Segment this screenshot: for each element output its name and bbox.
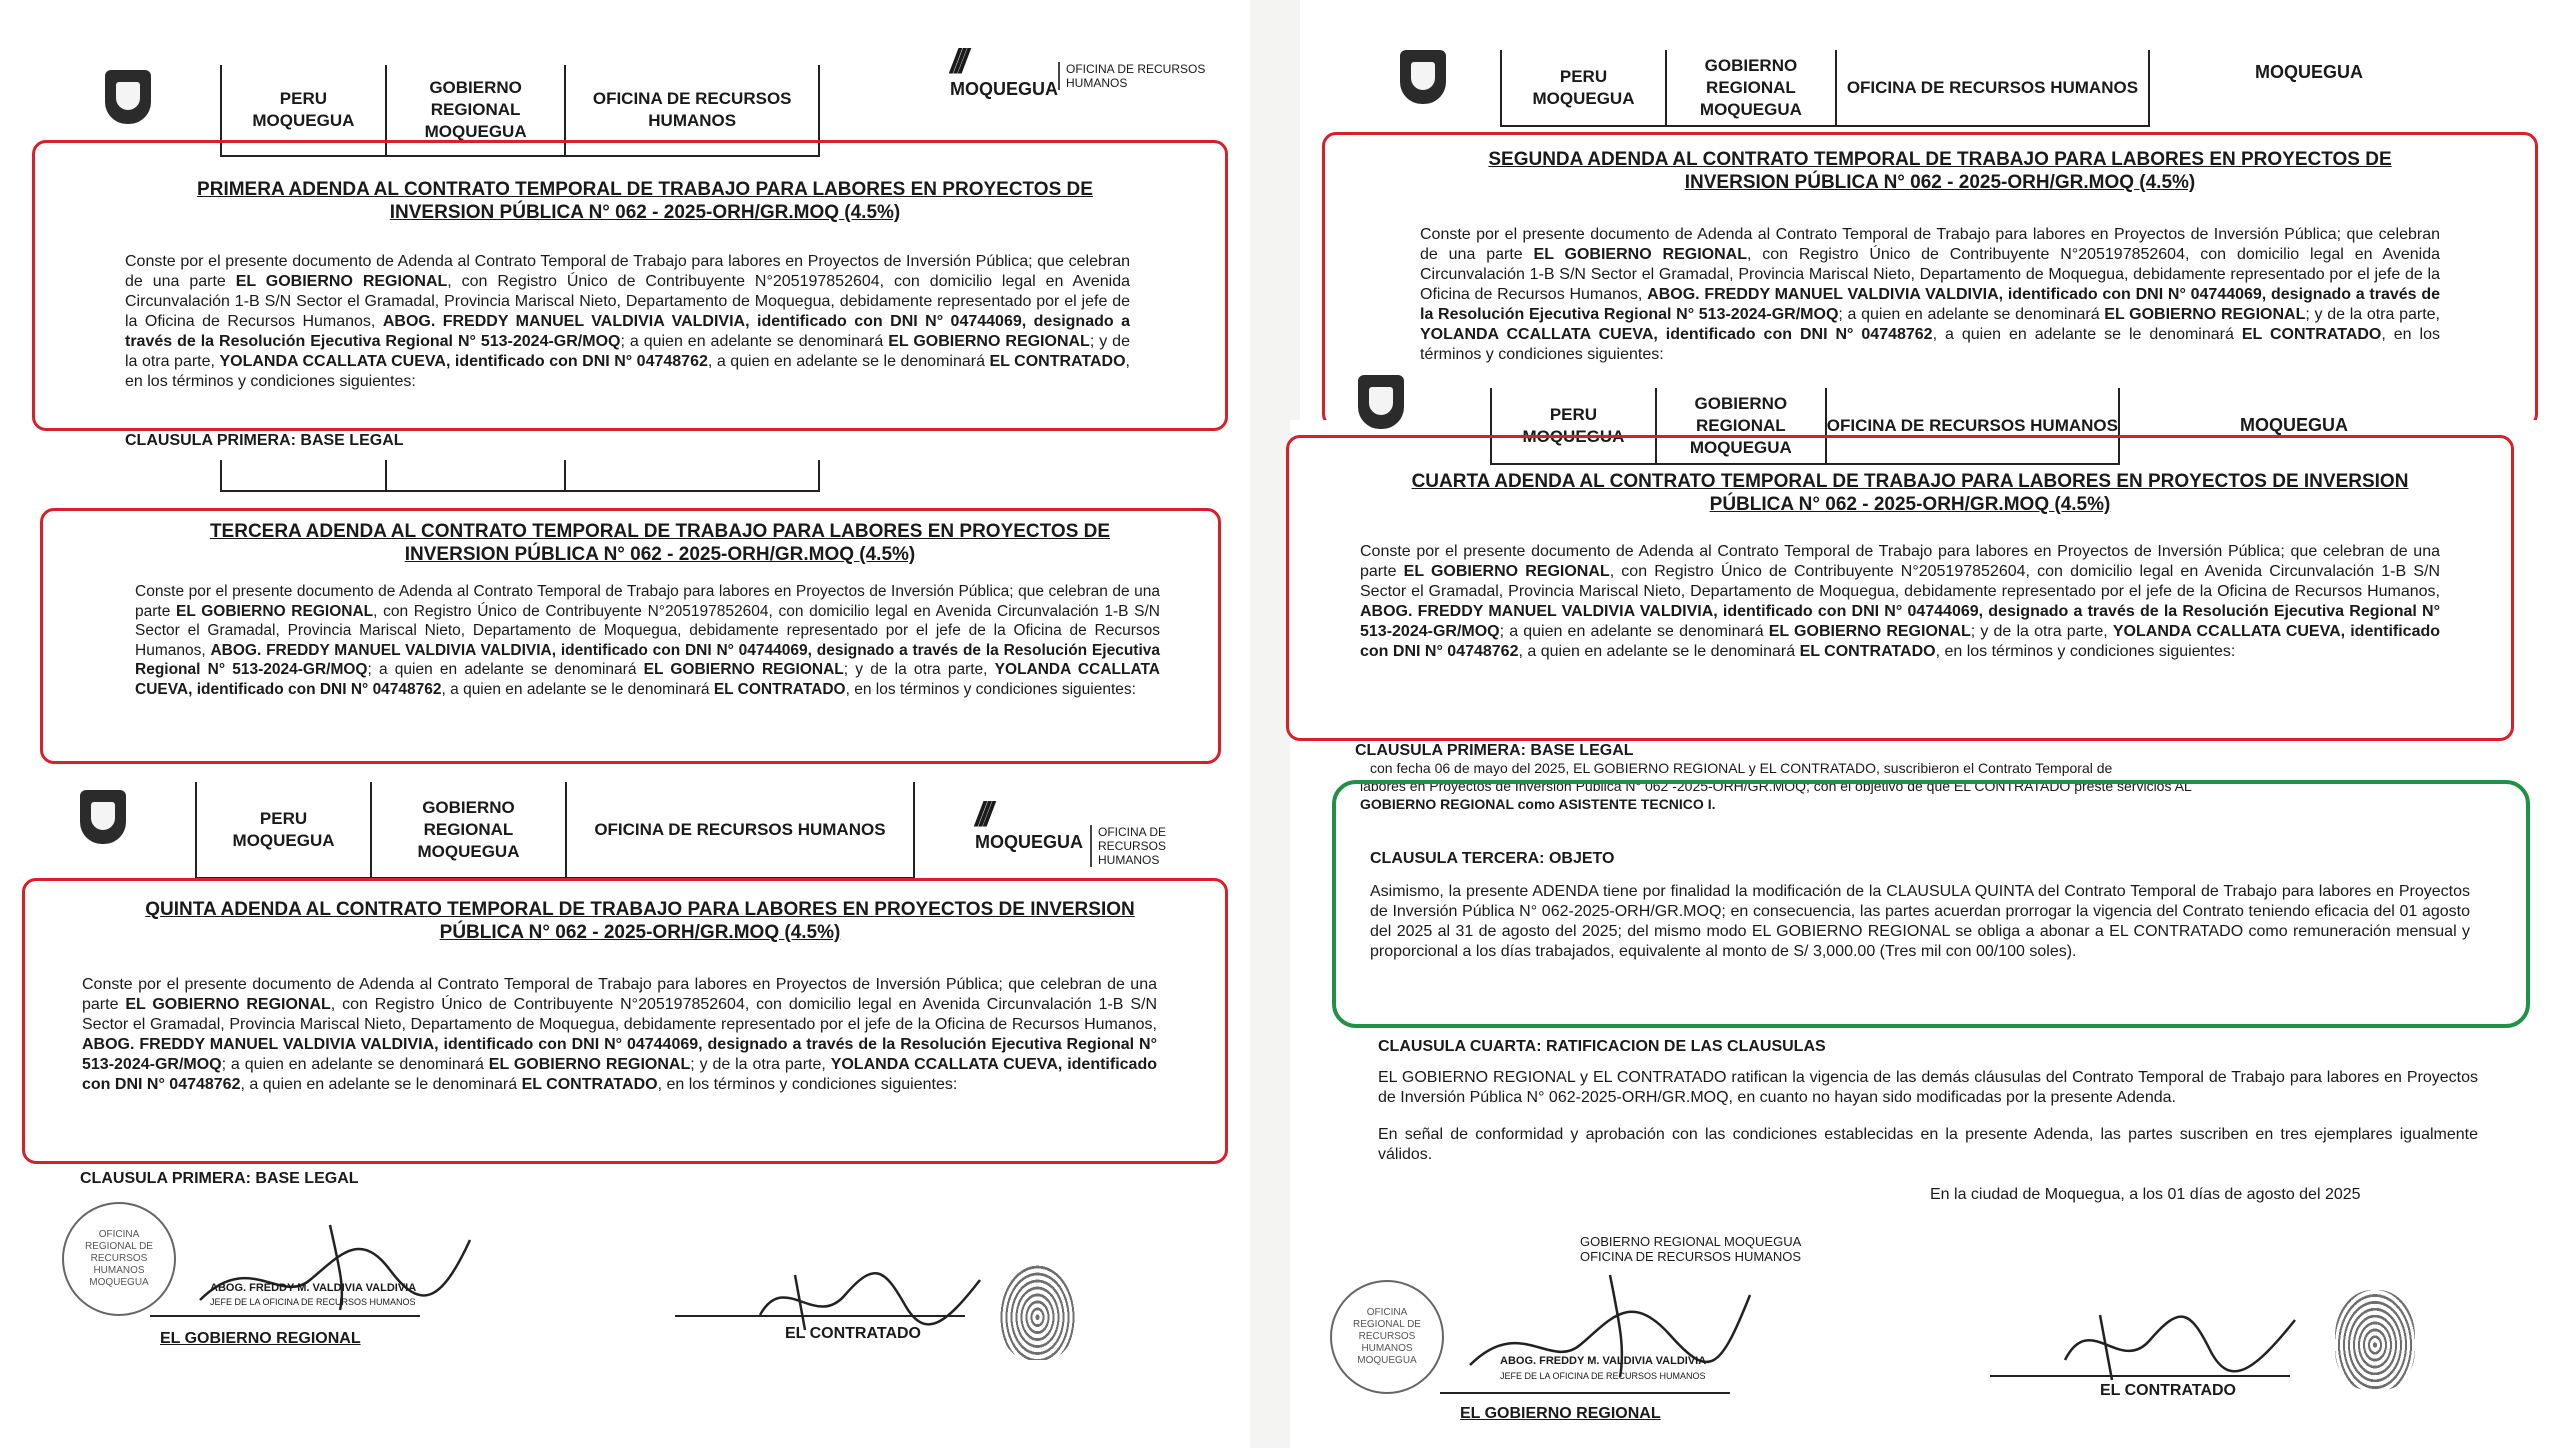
header-gobierno-text: GOBIERNO REGIONAL MOQUEGUA xyxy=(424,78,527,141)
signer-role: JEFE DE LA OFICINA DE RECURSOS HUMANOS xyxy=(210,1297,416,1307)
signature-label-contr: EL CONTRATADO xyxy=(2100,1382,2236,1399)
moquegua-logo xyxy=(2255,62,2363,83)
body-text-2: , con Registro Único de Contribuyente N°205197852604, con domicilio legal en Avenida Circunvalación 1-B S/N Sector el Gramadal, Provincia Mariscal Nieto, Departamento de Moquegua, debidamente representado por el jefe de la Oficina de Recursos Humanos, xyxy=(82,996,1158,1033)
body-text-3: ; a quien en adelante se denominará xyxy=(367,661,644,678)
body-text-6: , en los términos y condiciones siguientes: xyxy=(1935,643,2236,660)
clause-segunda-line3: GOBIERNO REGIONAL como ASISTENTE TECNICO I. xyxy=(1360,796,1716,812)
header-cell-gobierno xyxy=(385,460,565,490)
body-text-3: ; a quien en adelante se denominará xyxy=(620,333,889,350)
body-text-2: , con Registro Único de Contribuyente N°205197852604, con domicilio legal en Avenida Circunvalación 1-B S/N Sector el Gramadal, Provincia Mariscal Nieto, Departamento de Moquegua, debidamente representado por el jefe de la Oficina de Recursos Humanos, xyxy=(125,273,1130,330)
body-gob: EL GOBIERNO REGIONAL xyxy=(1533,246,1747,263)
body-text-1: Conste por el presente documento de Adenda al Contrato Temporal de Trabajo para labores en Proyectos de Inversión Pública; que celebran de una parte xyxy=(125,253,1130,290)
header-cell-peru xyxy=(195,782,370,877)
peru-coat-of-arms-icon xyxy=(1400,50,1446,104)
body-text-5: , a quien en adelante se le denominará xyxy=(1932,326,2242,343)
header-cell-oficina xyxy=(565,782,915,877)
logo-text: MOQUEGUA xyxy=(950,79,1058,99)
signer-name: ABOG. FREDDY M. VALDIVIA VALDIVIA xyxy=(1500,1355,1707,1367)
signer-role: JEFE DE LA OFICINA DE RECURSOS HUMANOS xyxy=(1500,1371,1706,1381)
body-rep: ABOG. FREDDY MANUEL VALDIVIA VALDIVIA, identificado con DNI N° 04744069, designado a través de la Resolución Ejecutiva Regional N° 513-2024-GR/MOQ xyxy=(1360,603,2440,640)
header-peru-text: PERU MOQUEGUA xyxy=(1532,66,1635,108)
signer-name: ABOG. FREDDY M. VALDIVIA VALDIVIA xyxy=(210,1282,417,1294)
logo-text: MOQUEGUA xyxy=(2255,62,2363,82)
addendum-tercera xyxy=(0,470,1250,770)
stamp-text: OFICINA REGIONAL DE RECURSOS HUMANOS MOQUEGUA xyxy=(85,1229,153,1288)
body-contr: YOLANDA CCALLATA CUEVA, identificado con DNI N° 04748762 xyxy=(82,1056,1157,1093)
addendum-body xyxy=(1360,542,2440,662)
header-cell-oficina xyxy=(1835,50,2150,125)
peru-coat-of-arms-icon xyxy=(1358,375,1404,429)
signature-label-contr: EL CONTRATADO xyxy=(785,1325,921,1342)
addendum-title: CUARTA ADENDA AL CONTRATO TEMPORAL DE TRABAJO PARA LABORES EN PROYECTOS DE INVERSION PÚBLICA N° 062 - 2025-ORH/GR.MOQ (4.5%) xyxy=(1411,471,2409,515)
body-gob2: EL GOBIERNO REGIONAL xyxy=(488,1056,691,1073)
addendum-title: QUINTA ADENDA AL CONTRATO TEMPORAL DE TRABAJO PARA LABORES EN PROYECTOS DE INVERSION PÚBLICA N° 062 - 2025-ORH/GR.MOQ (4.5%) xyxy=(145,899,1135,943)
clause-primera: CLAUSULA PRIMERA: BASE LEGAL xyxy=(1355,742,1634,759)
body-text-5: , a quien en adelante se le denominará xyxy=(441,680,714,698)
body-text-4: ; y de la otra parte, xyxy=(2305,306,2441,323)
addendum-body xyxy=(82,975,1157,1095)
body-text-6: , en los términos y condiciones siguientes: xyxy=(1420,326,2441,363)
document-header xyxy=(220,460,820,492)
clause-segunda-line2: labores en Proyectos de Inversión Pública N° 062 -2025-ORH/GR.MOQ; con el objetivo de que EL CONTRATADO preste servicios AL xyxy=(1360,778,2192,794)
logo-text: MOQUEGUA xyxy=(975,832,1083,852)
document-header xyxy=(1500,50,2150,127)
city-date: En la ciudad de Moquegua, a los 01 días de agosto del 2025 xyxy=(1930,1186,2361,1203)
header-oficina-text: OFICINA DE RECURSOS HUMANOS xyxy=(1846,77,2139,97)
body-gob2: EL GOBIERNO REGIONAL xyxy=(643,661,844,678)
official-stamp xyxy=(1330,1280,1444,1394)
addendum-title: SEGUNDA ADENDA AL CONTRATO TEMPORAL DE TRABAJO PARA LABORES EN PROYECTOS DE INVERSION PÚBLICA N° 062 - 2025-ORH/GR.MOQ (4.5%) xyxy=(1488,149,2392,193)
stamp-text: OFICINA REGIONAL DE RECURSOS HUMANOS MOQUEGUA xyxy=(1353,1307,1421,1366)
moquegua-logo xyxy=(2240,415,2348,436)
addendum-primera xyxy=(0,0,1250,470)
seal-header-1: GOBIERNO REGIONAL MOQUEGUA xyxy=(1580,1234,1802,1249)
body-text-2: , con Registro Único de Contribuyente N°205197852604, con domicilio legal en Avenida Circunvalación 1-B S/N Sector el Gramadal, Provincia Mariscal Nieto, Departamento de Moquegua, debidamente representado por el jefe de la Oficina de Recursos Humanos, xyxy=(135,602,1161,659)
header-cell-gobierno xyxy=(1665,50,1835,125)
body-rep: ABOG. FREDDY MANUEL VALDIVIA VALDIVIA, identificado con DNI N° 04744069, designado a través de la Resolución Ejecutiva Regional N° 513-2024-GR/MOQ xyxy=(1420,286,2441,323)
body-text-3: ; a quien en adelante se denominará xyxy=(1499,623,1769,640)
body-text-5: , a quien en adelante se le denominará xyxy=(707,353,990,370)
moquegua-logo-icon: /// xyxy=(950,43,964,81)
body-text-6: , en los términos y condiciones siguientes: xyxy=(125,353,1130,390)
fingerprint-icon xyxy=(1000,1265,1075,1360)
addendum-segunda xyxy=(1300,0,2560,420)
body-contr2: EL CONTRATADO xyxy=(713,680,846,698)
body-rep: ABOG. FREDDY MANUEL VALDIVIA VALDIVIA, identificado con DNI N° 04744069, designado a través de la Resolución Ejecutiva Regional N° 513-2024-GR/MOQ xyxy=(82,1036,1157,1073)
body-text-4: ; y de la otra parte, xyxy=(125,333,1130,370)
body-contr: YOLANDA CCALLATA CUEVA, identificado con DNI N° 04748762 xyxy=(219,353,708,370)
clause-tercera-text: Asimismo, la presente ADENDA tiene por finalidad la modificación de la CLAUSULA QUINTA del Contrato Temporal de Trabajo para labores en Proyectos de Inversión Pública N° 062-2025-ORH/GR.MOQ; en consecuencia, las partes acuerdan prorrogar la vigencia del Contrato teniendo eficacia del 01 agosto del 2025 al 31 de agosto del 2025; del mismo modo EL GOBIERNO REGIONAL se obliga a abonar a EL CONTRATADO como remuneración mensual y proporcional a los días trabajados, equivalente al monto de S/ 3,000.00 (Tres mil con 00/100 soles). xyxy=(1370,883,2470,960)
addendum-body xyxy=(135,582,1160,699)
signature-line xyxy=(675,1315,965,1317)
body-text-4: ; y de la otra parte, xyxy=(690,1056,831,1073)
body-text-5: , a quien en adelante se le denominará xyxy=(240,1076,522,1093)
addendum-title: PRIMERA ADENDA AL CONTRATO TEMPORAL DE TRABAJO PARA LABORES EN PROYECTOS DE INVERSION PÚBLICA N° 062 - 2025-ORH/GR.MOQ (4.5%) xyxy=(197,179,1093,223)
office-label: OFICINA DE RECURSOS HUMANOS xyxy=(1090,825,1198,867)
header-oficina-text: OFICINA DE RECURSOS HUMANOS xyxy=(592,89,792,130)
seal-header-2: OFICINA DE RECURSOS HUMANOS xyxy=(1580,1249,1802,1264)
header-cell-oficina xyxy=(564,460,820,490)
signature-label-gob: EL GOBIERNO REGIONAL xyxy=(1460,1405,1661,1422)
fingerprint-icon xyxy=(2335,1290,2415,1390)
body-contr2: EL CONTRATADO xyxy=(2241,326,2382,343)
body-gob: EL GOBIERNO REGIONAL xyxy=(1403,563,1610,580)
header-peru-text: PERU MOQUEGUA xyxy=(232,808,335,850)
header-gobierno-text: GOBIERNO REGIONAL MOQUEGUA xyxy=(1699,55,1802,119)
moquegua-logo xyxy=(975,798,1083,853)
body-text-2: , con Registro Único de Contribuyente N°205197852604, con domicilio legal en Avenida Circunvalación 1-B S/N Sector el Gramadal, Provincia Mariscal Nieto, Departamento de Moquegua, debidamente representado por el jefe de la Oficina de Recursos Humanos, xyxy=(1360,563,2441,600)
body-text-4: ; y de la otra parte, xyxy=(1970,623,2113,640)
body-text-6: , en los términos y condiciones siguientes: xyxy=(657,1076,958,1093)
header-cell-peru xyxy=(220,460,385,490)
signature-label-gob: EL GOBIERNO REGIONAL xyxy=(160,1330,361,1347)
header-gobierno-text: GOBIERNO REGIONAL MOQUEGUA xyxy=(417,797,520,861)
body-text-1: Conste por el presente documento de Adenda al Contrato Temporal de Trabajo para labores en Proyectos de Inversión Pública; que celebran de una parte xyxy=(1360,543,2440,580)
official-stamp xyxy=(62,1202,176,1316)
logo-text: MOQUEGUA xyxy=(2240,415,2348,435)
body-gob: EL GOBIERNO REGIONAL xyxy=(176,602,374,620)
header-cell-peru xyxy=(1500,50,1665,125)
body-contr: YOLANDA CCALLATA CUEVA, identificado con DNI N° 04748762 xyxy=(1360,623,2441,660)
moquegua-logo xyxy=(950,45,1058,100)
addendum-cuarta xyxy=(1290,393,2560,1448)
body-contr2: EL CONTRATADO xyxy=(1799,643,1936,660)
header-oficina-text: OFICINA DE RECURSOS HUMANOS xyxy=(1826,415,2118,435)
moquegua-logo-icon: /// xyxy=(975,796,989,834)
body-contr: YOLANDA CCALLATA CUEVA, identificado con DNI N° 04748762 xyxy=(1420,326,1933,343)
clause-primera: CLAUSULA PRIMERA: BASE LEGAL xyxy=(80,1170,359,1187)
office-label: OFICINA DE RECURSOS HUMANOS xyxy=(1058,62,1206,90)
signature-line xyxy=(1990,1375,2290,1377)
document-header xyxy=(195,782,915,879)
clause-primera: CLAUSULA PRIMERA: BASE LEGAL xyxy=(125,432,404,449)
addendum-body xyxy=(125,252,1130,392)
body-text-1: Conste por el presente documento de Adenda al Contrato Temporal de Trabajo para labores en Proyectos de Inversión Pública; que celebran de una parte xyxy=(135,583,1160,620)
header-cell-gobierno xyxy=(370,782,565,877)
addendum-body xyxy=(1420,225,2440,365)
clause-segunda-line1: con fecha 06 de mayo del 2025, EL GOBIERNO REGIONAL y EL CONTRATADO, suscribieron el Contrato Temporal de xyxy=(1370,760,2113,776)
clause-tercera-title: CLAUSULA TERCERA: OBJETO xyxy=(1370,850,1615,867)
body-contr2: EL CONTRATADO xyxy=(989,353,1126,370)
body-text-3: ; a quien en adelante se denominará xyxy=(221,1056,489,1073)
addendum-title: TERCERA ADENDA AL CONTRATO TEMPORAL DE TRABAJO PARA LABORES EN PROYECTOS DE INVERSION PÚBLICA N° 062 - 2025-ORH/GR.MOQ (4.5%) xyxy=(209,521,1111,565)
body-rep: ABOG. FREDDY MANUEL VALDIVIA VALDIVIA, identificado con DNI N° 04744069, designado a través de la Resolución Ejecutiva Regional N° 513-2024-GR/MOQ xyxy=(135,641,1160,678)
body-gob2: EL GOBIERNO REGIONAL xyxy=(888,333,1090,350)
body-text-1: Conste por el presente documento de Adenda al Contrato Temporal de Trabajo para labores en Proyectos de Inversión Pública; que celebran de una parte xyxy=(82,976,1157,1013)
body-text-3: ; a quien en adelante se denominará xyxy=(1838,306,2105,323)
body-text-2: , con Registro Único de Contribuyente N°205197852604, con domicilio legal en Avenida Circunvalación 1-B S/N Sector el Gramadal, Provincia Mariscal Nieto, Departamento de Moquegua, debidamente representado por el jefe de la Oficina de Recursos Humanos, xyxy=(1420,246,2440,303)
peru-coat-of-arms-icon xyxy=(80,790,126,844)
addendum-quinta xyxy=(0,770,1250,1448)
header-peru-text: PERU MOQUEGUA xyxy=(1522,404,1625,446)
body-contr: YOLANDA CCALLATA CUEVA, identificado con DNI N° 04748762 xyxy=(135,661,1161,698)
body-text-4: ; y de la otra parte, xyxy=(843,661,995,678)
clause-cuarta-title: CLAUSULA CUARTA: RATIFICACION DE LAS CLAUSULAS xyxy=(1378,1038,1826,1055)
body-gob: EL GOBIERNO REGIONAL xyxy=(125,996,331,1013)
body-rep: ABOG. FREDDY MANUEL VALDIVIA VALDIVIA, identificado con DNI N° 04744069, designado a través de la Resolución Ejecutiva Regional N° 513-2024-GR/MOQ xyxy=(125,313,1131,350)
body-text-5: , a quien en adelante se le denominará xyxy=(1518,643,1800,660)
body-text-1: Conste por el presente documento de Adenda al Contrato Temporal de Trabajo para labores en Proyectos de Inversión Pública; que celebran de una parte xyxy=(1420,226,2440,263)
body-contr2: EL CONTRATADO xyxy=(521,1076,658,1093)
signature-line xyxy=(150,1315,420,1317)
conformidad-text: En señal de conformidad y aprobación con las condiciones establecidas en la presente Adenda, las partes suscriben en tres ejemplares igualmente válidos. xyxy=(1378,1126,2478,1163)
peru-coat-of-arms-icon xyxy=(105,70,151,124)
header-peru-text: PERU MOQUEGUA xyxy=(252,89,355,130)
body-gob2: EL GOBIERNO REGIONAL xyxy=(1768,623,1971,640)
signature-line xyxy=(1440,1392,1730,1394)
header-oficina-text: OFICINA DE RECURSOS HUMANOS xyxy=(594,819,886,839)
body-gob: EL GOBIERNO REGIONAL xyxy=(235,273,448,290)
body-gob2: EL GOBIERNO REGIONAL xyxy=(2104,306,2306,323)
header-gobierno-text: GOBIERNO REGIONAL MOQUEGUA xyxy=(1689,393,1792,457)
clause-cuarta-text: EL GOBIERNO REGIONAL y EL CONTRATADO ratifican la vigencia de las demás cláusulas del Contrato Temporal de Trabajo para labores en Proyectos de Inversión Pública N° 062-2025-ORH/GR.MOQ, en cuanto no hayan sido modificadas por la presente Adenda. xyxy=(1378,1069,2478,1106)
body-text-6: , en los términos y condiciones siguientes: xyxy=(845,680,1136,698)
